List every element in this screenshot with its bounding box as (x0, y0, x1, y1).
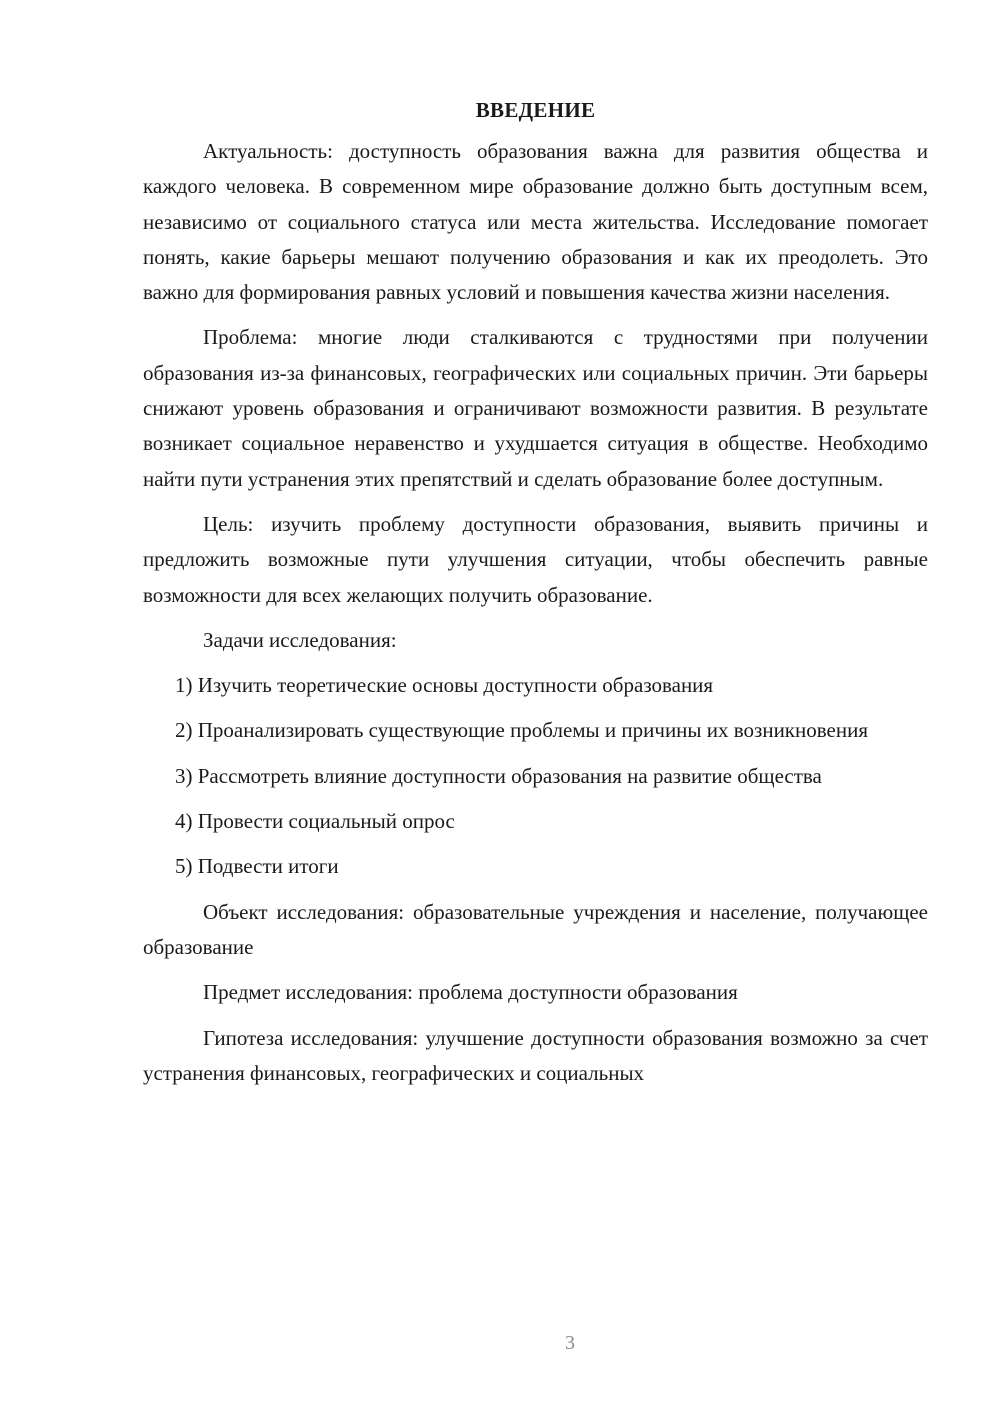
page-number: 3 (565, 1332, 575, 1354)
tasks-list (143, 668, 928, 884)
task-item: 3) Рассмотреть влияние доступности образования на развитие общества (175, 763, 822, 788)
task-item: 5) Подвести итоги (175, 854, 339, 879)
subject-paragraph: Предмет исследования: проблема доступности образования (203, 980, 738, 1005)
problem-paragraph: Проблема: многие люди сталкиваются с трудностями при получении образования из-за финансовых, географических или социальных причин. Эти барьеры снижают уровень образования и ограничивают возможности развития. В результате возникает социальное неравенство и ухудшается ситуация в обществе. Необходимо найти пути устранения этих препятствий и сделать образование более доступным. (143, 325, 928, 491)
tasks-heading: Задачи исследования: (203, 627, 397, 652)
hypothesis-paragraph: Гипотеза исследования: улучшение доступности образования возможно за счет устранения финансовых, географических и социальных (143, 1025, 928, 1085)
task-item: 1) Изучить теоретические основы доступности образования (175, 673, 714, 698)
goal-paragraph: Цель: изучить проблему доступности образования, выявить причины и предложить возможные пути улучшения ситуации, чтобы обеспечить равные возможности для всех желающих получить образование. (143, 511, 928, 607)
task-item: 4) Провести социальный опрос (175, 809, 455, 834)
document-page (143, 93, 928, 1101)
task-item: 2) Проанализировать существующие проблемы и причины их возникновения (175, 718, 868, 743)
object-paragraph: Объект исследования: образовательные учреждения и население, получающее образование (143, 899, 928, 959)
relevance-paragraph: Актуальность: доступность образования важна для развития общества и каждого человека. В современном мире образование должно быть доступным всем, независимо от социального статуса или места жительства. Исследование помогает понять, какие барьеры мешают получению образования и как их преодолеть. Это важно для формирования равных условий и повышения качества жизни населения. (143, 139, 928, 305)
document-title: ВВЕДЕНИЕ (475, 98, 596, 122)
